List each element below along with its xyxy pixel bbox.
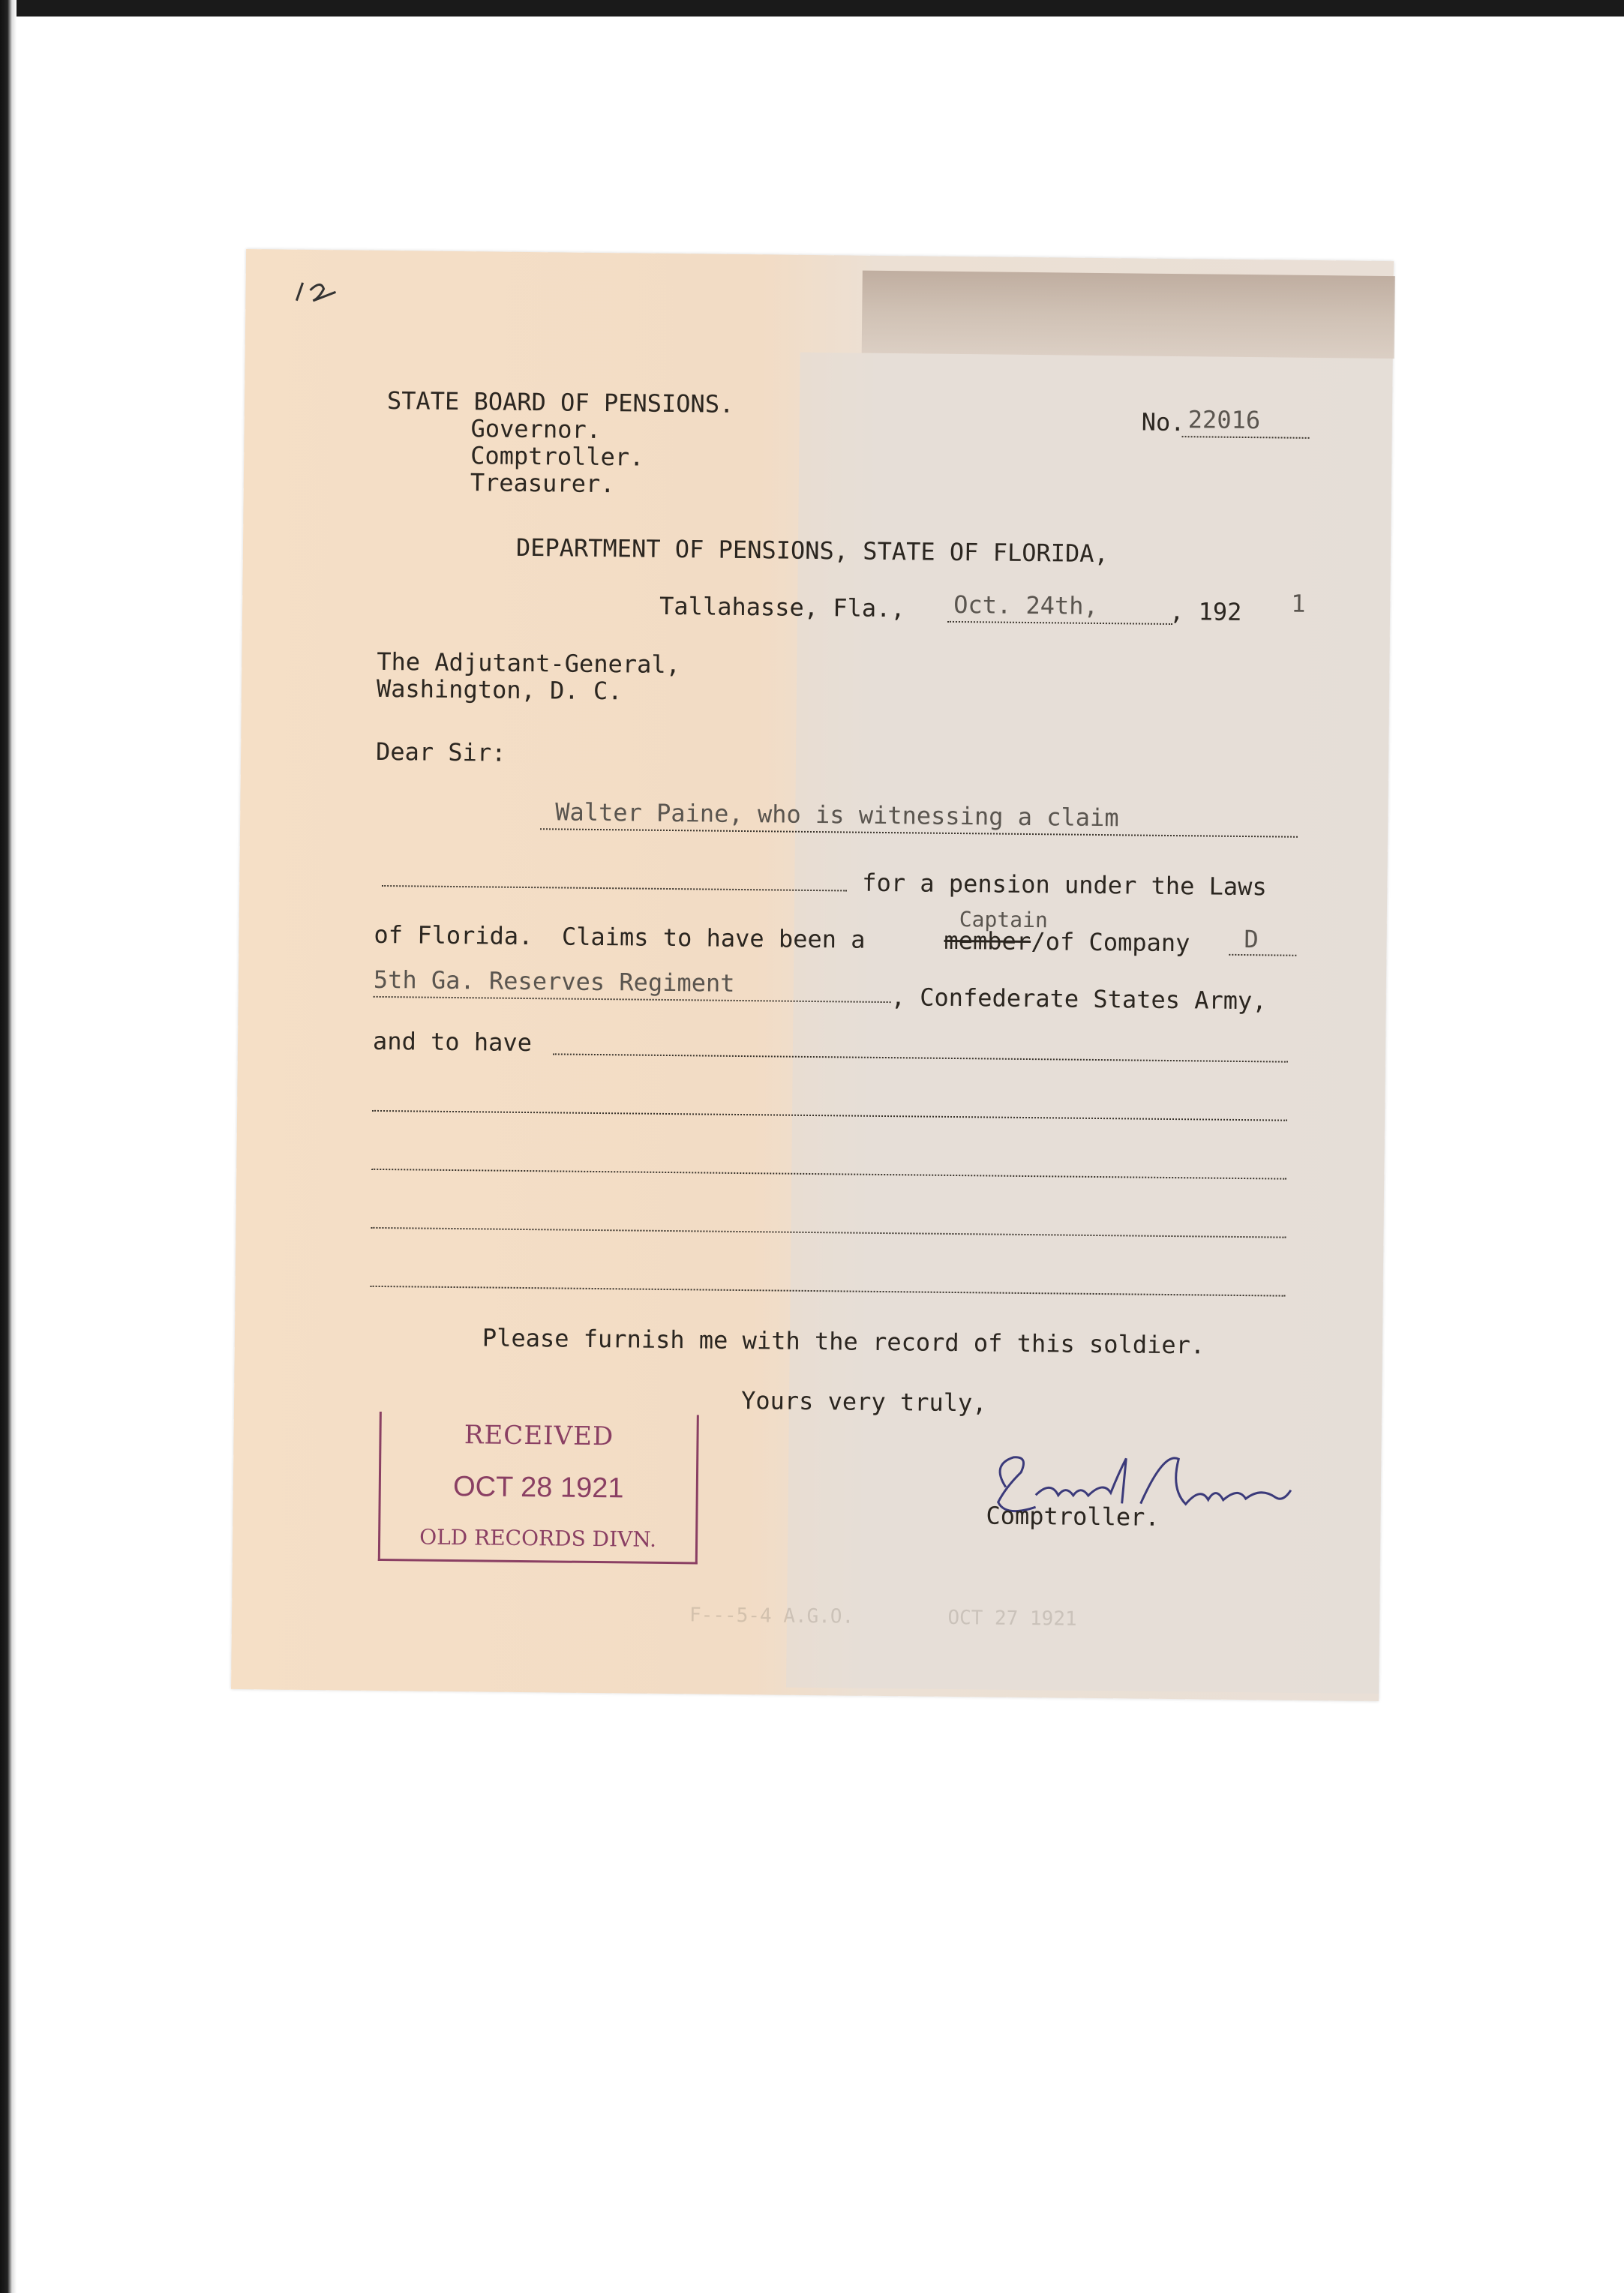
faint-stamp: F---5-4 A.G.O. OCT 27 1921 [689, 1604, 1077, 1631]
member-governor: Governor. [470, 414, 602, 445]
pencil-page-number-mark [290, 278, 350, 306]
rank-insert: Captain [959, 907, 1048, 933]
scan-edge-top [0, 0, 1624, 17]
body-line-3: of Florida. Claims to have been a [374, 920, 866, 954]
closing-text: Yours very truly, [740, 1386, 987, 1418]
number-value: 22016 [1187, 405, 1261, 435]
regiment-value: 5th Ga. Reserves Regiment [373, 965, 735, 998]
member-comptroller: Comptroller. [470, 441, 644, 472]
member-treasurer: Treasurer. [470, 468, 615, 499]
stamp-received: RECEIVED [464, 1420, 614, 1452]
struck-word: member [944, 926, 1031, 956]
received-stamp [378, 1412, 699, 1564]
addressee-line-2: Washington, D. C. [376, 674, 623, 706]
of-company-text: /of Company [1031, 927, 1190, 958]
department-heading: DEPARTMENT OF PENSIONS, STATE OF FLORIDA, [515, 533, 1109, 569]
body-line-2: for a pension under the Laws [862, 868, 1267, 902]
stamp-division: OLD RECORDS DIVN. [419, 1524, 657, 1552]
request-text: Please furnish me with the record of this soldier. [482, 1323, 1205, 1360]
dateline-year: , 192 [1169, 596, 1242, 626]
scan-edge-left [0, 0, 17, 2293]
tape-strip [862, 271, 1395, 359]
company-value: D [1244, 925, 1259, 954]
dateline-year-suffix: 1 [1291, 589, 1306, 618]
claimant-text: Walter Paine, who is witnessing a claim [555, 797, 1119, 833]
salutation: Dear Sir: [375, 737, 506, 767]
board-title: STATE BOARD OF PENSIONS. [386, 386, 734, 419]
dateline-place: Tallahasse, Fla., [659, 591, 905, 623]
body-line-5: and to have [372, 1026, 533, 1058]
body-line-4: , Confederate States Army, [890, 983, 1267, 1016]
stamp-date: OCT 28 1921 [452, 1471, 624, 1505]
number-label: No. [1141, 407, 1185, 437]
blank-line-claim [382, 885, 847, 891]
pension-letter [231, 249, 1394, 1701]
signature-title: Comptroller. [986, 1501, 1160, 1532]
dateline-date: Oct. 24th, [953, 590, 1099, 620]
addressee-line-1: The Adjutant-General, [377, 647, 681, 680]
